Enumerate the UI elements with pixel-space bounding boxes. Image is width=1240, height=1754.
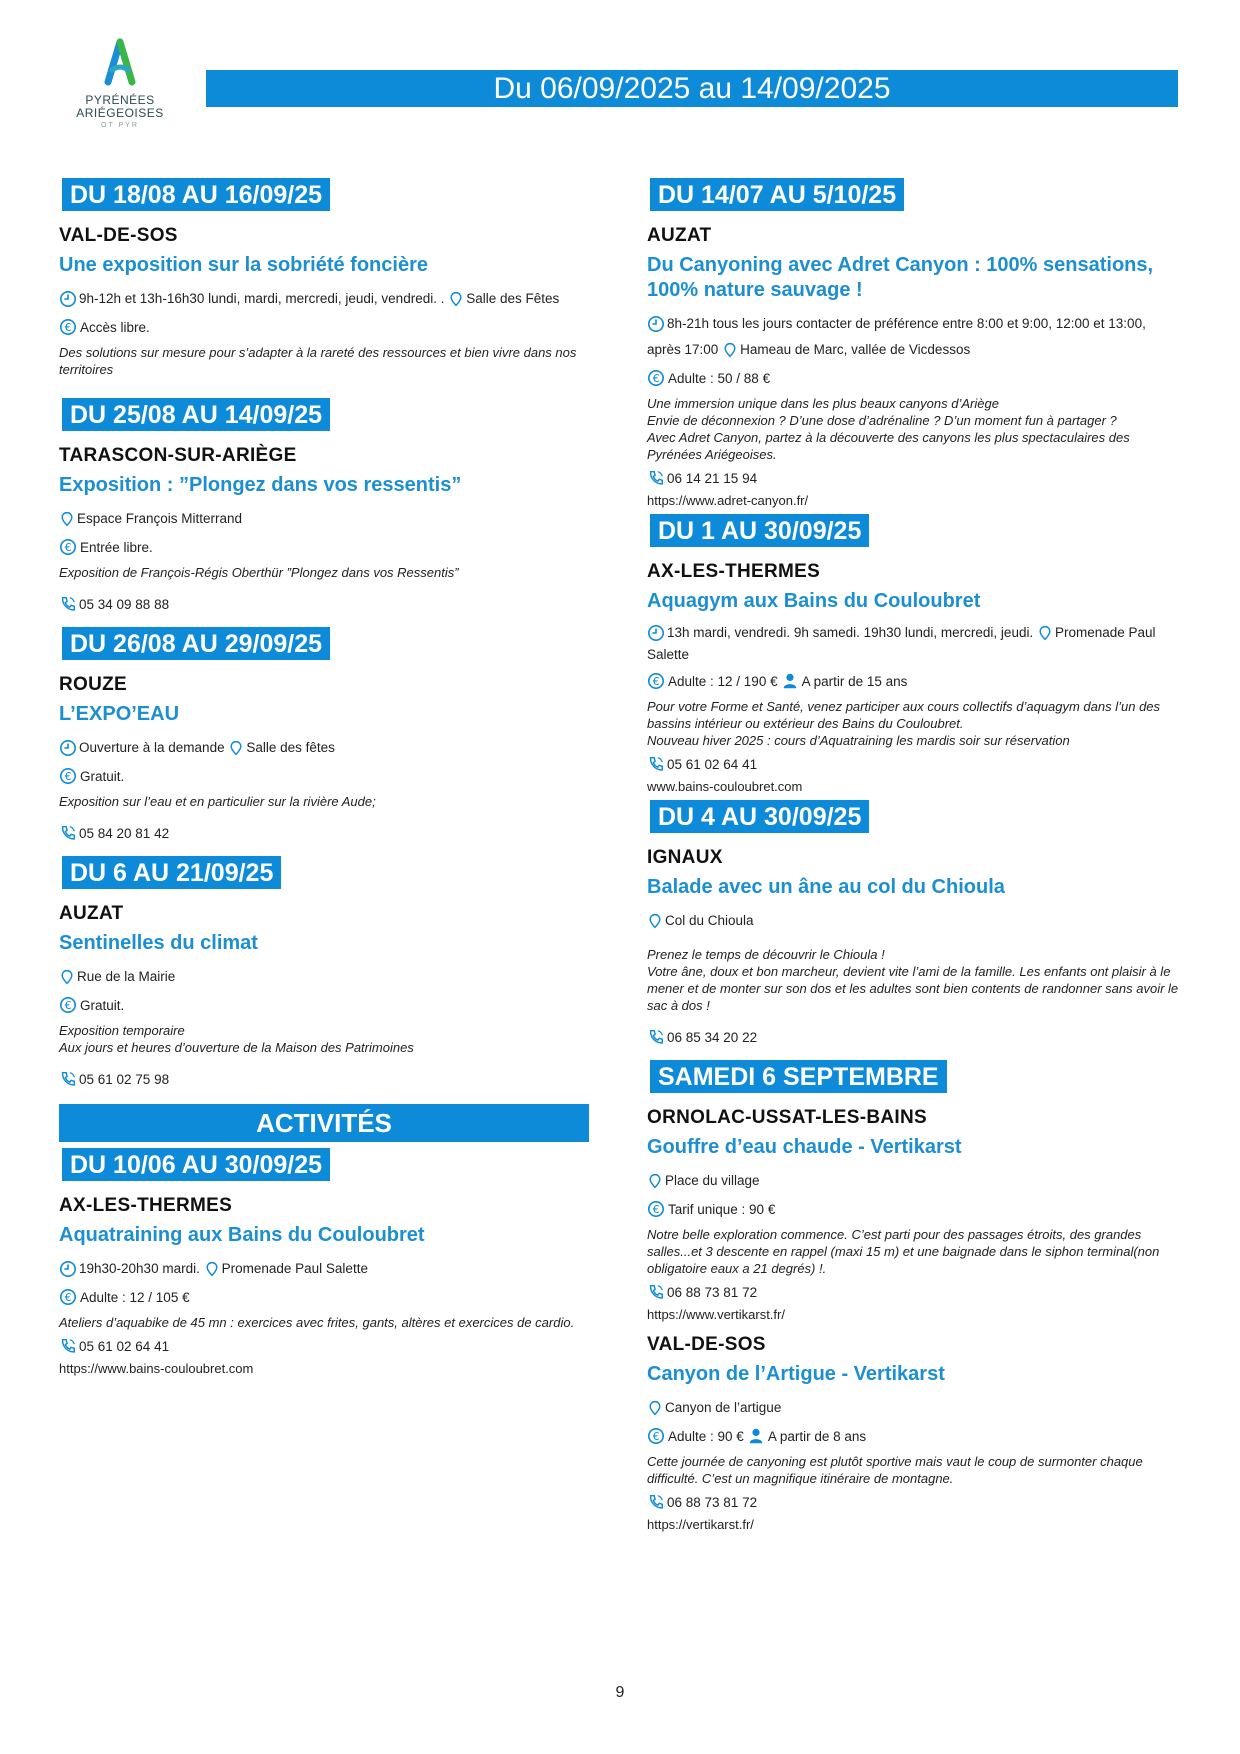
phone-number[interactable]: 06 14 21 15 94 bbox=[667, 470, 758, 486]
event-phone[interactable] bbox=[647, 755, 1182, 773]
event-website-link[interactable]: https://www.vertikarst.fr/ bbox=[647, 1307, 785, 1322]
user-icon bbox=[781, 672, 799, 690]
event-place: Place du village bbox=[665, 1173, 760, 1188]
event-card bbox=[59, 178, 594, 378]
event-description: Notre belle exploration commence. C’est parti pour des passages étroits, des grandes salles...et 3 descente en rappel (maxi 15 m) et une baignade dans le siphon terminal(non obligatoire eaux a 21 degrés) !. bbox=[647, 1227, 1160, 1276]
phone-number[interactable]: 05 84 20 81 42 bbox=[79, 825, 170, 841]
event-place: Hameau de Marc, vallée de Vicdessos bbox=[740, 342, 971, 357]
date-range-banner: Du 06/09/2025 au 14/09/2025 bbox=[206, 70, 1178, 107]
page-number: 9 bbox=[615, 1684, 625, 1701]
event-phone[interactable] bbox=[59, 1337, 594, 1355]
event-card bbox=[59, 856, 594, 1088]
event-hours: 9h-12h et 13h-16h30 lundi, mardi, mercredi, jeudi, vendredi. . bbox=[79, 291, 445, 306]
price-text: Gratuit. bbox=[80, 768, 125, 784]
event-title[interactable]: Balade avec un âne au col du Chioula bbox=[647, 876, 1005, 898]
phone-icon bbox=[647, 1028, 665, 1046]
description-line: Votre âne, doux et bon marcheur, devient vite l’ami de la famille. Les enfants ont plaisir à le mener et de monter sur son dos et les adultes sont bien contents de randonner sans avoir le sac à dos ! bbox=[647, 964, 1179, 1013]
event-place: Salle des Fêtes bbox=[466, 291, 560, 306]
pin-icon bbox=[448, 290, 464, 308]
phone-icon bbox=[647, 755, 665, 773]
event-phone[interactable] bbox=[59, 595, 594, 613]
event-description bbox=[647, 946, 1182, 1014]
pin-icon bbox=[59, 968, 75, 986]
clock-icon bbox=[59, 290, 77, 308]
price-text: Adulte : 12 / 105 € bbox=[80, 1289, 190, 1305]
age-text: A partir de 8 ans bbox=[767, 1428, 867, 1444]
event-price bbox=[647, 1200, 1182, 1218]
event-info bbox=[647, 1395, 1182, 1421]
event-town: ROUZE bbox=[59, 674, 127, 695]
logo-line-2: ARIÉGEOISES bbox=[76, 106, 164, 120]
event-place: Salle des fêtes bbox=[246, 740, 335, 755]
event-website-link[interactable]: https://vertikarst.fr/ bbox=[647, 1517, 754, 1532]
event-card bbox=[647, 1334, 1182, 1532]
description-line: Envie de déconnexion ? D’une dose d’adrénaline ? D’un moment fun à partager ? bbox=[647, 413, 1117, 428]
euro-icon bbox=[647, 369, 665, 387]
event-town: VAL-DE-SOS bbox=[59, 225, 178, 246]
phone-number[interactable]: 06 88 73 81 72 bbox=[667, 1284, 758, 1300]
event-hours: 13h mardi, vendredi. 9h samedi. 19h30 lundi, mercredi, jeudi. bbox=[667, 625, 1034, 640]
pin-icon bbox=[1037, 624, 1053, 642]
clock-icon bbox=[59, 739, 77, 757]
event-phone[interactable] bbox=[647, 1028, 1182, 1046]
clock-icon bbox=[59, 1260, 77, 1278]
date-tag: SAMEDI 6 SEPTEMBRE bbox=[650, 1060, 947, 1095]
event-description bbox=[647, 395, 1182, 463]
section-header-activites: ACTIVITÉS bbox=[59, 1104, 589, 1142]
phone-icon bbox=[647, 1283, 665, 1301]
event-price bbox=[59, 318, 594, 336]
event-price bbox=[647, 1427, 1182, 1445]
event-price bbox=[647, 369, 1182, 387]
phone-icon bbox=[59, 595, 77, 613]
event-price bbox=[59, 1288, 594, 1306]
phone-number[interactable]: 05 61 02 64 41 bbox=[79, 1338, 170, 1354]
phone-icon bbox=[647, 469, 665, 487]
price-text: Adulte : 90 € bbox=[668, 1428, 744, 1444]
euro-icon bbox=[59, 318, 77, 336]
event-place: Rue de la Mairie bbox=[77, 969, 176, 984]
event-description: Cette journée de canyoning est plutôt sportive mais vaut le coup de surmonter chaque difficulté. C’est un magnifique itinéraire de montagne. bbox=[647, 1454, 1143, 1486]
event-phone[interactable] bbox=[647, 469, 1182, 487]
event-title[interactable]: Aquagym aux Bains du Couloubret bbox=[647, 590, 981, 612]
description-line: Avec Adret Canyon, partez à la découverte des canyons les plus spectaculaires des Pyrénées Ariégeoises. bbox=[647, 430, 1130, 462]
event-town: AUZAT bbox=[647, 225, 712, 246]
pin-icon bbox=[59, 510, 75, 528]
clock-icon bbox=[647, 315, 665, 333]
pin-icon bbox=[722, 341, 738, 359]
event-title[interactable]: Gouffre d’eau chaude - Vertikarst bbox=[647, 1136, 962, 1158]
pin-icon bbox=[647, 1399, 663, 1417]
event-description: Des solutions sur mesure pour s’adapter à la rareté des ressources et bien vivre dans nos territoires bbox=[59, 345, 577, 377]
event-title[interactable]: Sentinelles du climat bbox=[59, 932, 258, 954]
event-town: AUZAT bbox=[59, 903, 124, 924]
euro-icon bbox=[59, 996, 77, 1014]
event-price bbox=[59, 996, 594, 1014]
clock-icon bbox=[647, 624, 665, 642]
pin-icon bbox=[647, 1172, 663, 1190]
euro-icon bbox=[647, 672, 665, 690]
event-hours: Ouverture à la demande bbox=[79, 740, 225, 755]
date-tag: DU 18/08 AU 16/09/25 bbox=[62, 178, 330, 213]
logo-line-1: PYRÉNÉES bbox=[85, 93, 155, 107]
right-column bbox=[647, 170, 1182, 1532]
price-text: Gratuit. bbox=[80, 997, 125, 1013]
event-title[interactable]: L’EXPO’EAU bbox=[59, 703, 180, 725]
price-text: Tarif unique : 90 € bbox=[668, 1201, 776, 1217]
phone-number[interactable]: 05 61 02 75 98 bbox=[79, 1071, 170, 1087]
event-price bbox=[59, 767, 594, 785]
event-card bbox=[647, 1060, 1182, 1322]
phone-number[interactable]: 06 85 34 20 22 bbox=[667, 1029, 758, 1045]
event-hours: 19h30-20h30 mardi. bbox=[79, 1261, 200, 1276]
phone-icon bbox=[59, 824, 77, 842]
event-description: Exposition de François-Régis Oberthür ”Plongez dans vos Ressentis” bbox=[59, 565, 459, 580]
euro-icon bbox=[59, 538, 77, 556]
event-phone[interactable] bbox=[59, 1070, 594, 1088]
logo-mark-icon bbox=[100, 38, 140, 90]
event-town: ORNOLAC-USSAT-LES-BAINS bbox=[647, 1107, 927, 1128]
description-line: Pour votre Forme et Santé, venez participer aux cours collectifs d’aquagym dans l’un des bassins intérieur ou extérieur des Bains du Couloubret. bbox=[647, 699, 1161, 731]
euro-icon bbox=[59, 767, 77, 785]
event-place: Promenade Paul Salette bbox=[221, 1261, 368, 1276]
event-title[interactable]: Exposition : ”Plongez dans vos ressentis” bbox=[59, 474, 462, 496]
event-card bbox=[59, 627, 594, 842]
event-description: Exposition sur l’eau et en particulier sur la rivière Aude; bbox=[59, 794, 376, 809]
event-description bbox=[647, 698, 1182, 749]
phone-icon bbox=[59, 1070, 77, 1088]
pin-icon bbox=[204, 1260, 220, 1278]
event-card bbox=[59, 398, 594, 613]
event-info bbox=[59, 964, 594, 990]
event-info bbox=[59, 1256, 594, 1282]
euro-icon bbox=[647, 1200, 665, 1218]
price-text: Accès libre. bbox=[80, 319, 150, 335]
event-phone[interactable] bbox=[59, 824, 594, 842]
description-line: Nouveau hiver 2025 : cours d’Aquatraining les mardis soir sur réservation bbox=[647, 733, 1070, 748]
event-title[interactable]: Une exposition sur la sobriété foncière bbox=[59, 254, 428, 276]
description-line: Exposition temporaire bbox=[59, 1023, 185, 1038]
phone-number[interactable]: 06 88 73 81 72 bbox=[667, 1494, 758, 1510]
event-place: Canyon de l’artigue bbox=[665, 1400, 782, 1415]
pin-icon bbox=[228, 739, 244, 757]
event-hours: 8h-21h tous les jours contacter de préférence entre 8:00 et 9:00, 12:00 et 13:00, après 17:00 bbox=[647, 316, 1146, 357]
event-price bbox=[647, 672, 1182, 690]
phone-number[interactable]: 05 34 09 88 88 bbox=[79, 596, 170, 612]
date-tag: DU 6 AU 21/09/25 bbox=[62, 856, 281, 891]
user-icon bbox=[747, 1427, 765, 1445]
price-text: Entrée libre. bbox=[80, 539, 153, 555]
event-place: Col du Chioula bbox=[665, 913, 754, 928]
event-town: AX-LES-THERMES bbox=[59, 1195, 233, 1216]
event-town: VAL-DE-SOS bbox=[647, 1334, 766, 1355]
event-description: Ateliers d’aquabike de 45 mn : exercices avec frites, gants, altères et exercices de cardio. bbox=[59, 1315, 575, 1330]
date-tag: DU 14/07 AU 5/10/25 bbox=[650, 178, 904, 213]
event-website-link[interactable]: https://www.bains-couloubret.com bbox=[59, 1361, 254, 1376]
phone-icon bbox=[59, 1337, 77, 1355]
event-title[interactable]: Du Canyoning avec Adret Canyon : 100% sensations, 100% nature sauvage ! bbox=[647, 254, 1154, 301]
event-phone[interactable] bbox=[647, 1283, 1182, 1301]
event-town: IGNAUX bbox=[647, 847, 723, 868]
price-text: Adulte : 12 / 190 € bbox=[668, 673, 778, 689]
event-card bbox=[647, 514, 1182, 794]
brand-logo bbox=[72, 38, 168, 129]
left-column bbox=[59, 170, 594, 1376]
event-phone[interactable] bbox=[647, 1493, 1182, 1511]
description-line: Aux jours et heures d’ouverture de la Maison des Patrimoines bbox=[59, 1040, 414, 1055]
description-line: Une immersion unique dans les plus beaux canyons d’Ariège bbox=[647, 396, 999, 411]
event-title[interactable]: Aquatraining aux Bains du Couloubret bbox=[59, 1224, 425, 1246]
event-info bbox=[647, 908, 1182, 934]
pin-icon bbox=[647, 912, 663, 930]
event-info bbox=[59, 286, 594, 312]
event-info bbox=[647, 311, 1182, 363]
event-info bbox=[59, 735, 594, 761]
event-card bbox=[647, 178, 1182, 508]
date-tag: DU 10/06 AU 30/09/25 bbox=[62, 1148, 330, 1183]
event-price bbox=[59, 538, 594, 556]
event-town: TARASCON-SUR-ARIÈGE bbox=[59, 445, 297, 466]
logo-line-3: OT PYR bbox=[101, 122, 139, 129]
event-card bbox=[647, 800, 1182, 1046]
event-town: AX-LES-THERMES bbox=[647, 561, 821, 582]
event-info bbox=[59, 506, 594, 532]
event-place: Promenade Paul Salette bbox=[647, 625, 1156, 662]
event-website-link[interactable]: https://www.adret-canyon.fr/ bbox=[647, 493, 809, 508]
event-card bbox=[59, 1148, 594, 1376]
description-line: Prenez le temps de découvrir le Chioula ! bbox=[647, 947, 885, 962]
price-text: Adulte : 50 / 88 € bbox=[668, 370, 771, 386]
date-tag: DU 1 AU 30/09/25 bbox=[650, 514, 869, 549]
event-website-link[interactable]: www.bains-couloubret.com bbox=[647, 779, 803, 794]
event-info bbox=[647, 622, 1182, 666]
euro-icon bbox=[59, 1288, 77, 1306]
date-tag: DU 4 AU 30/09/25 bbox=[650, 800, 869, 835]
event-place: Espace François Mitterrand bbox=[77, 511, 243, 526]
date-tag: DU 25/08 AU 14/09/25 bbox=[62, 398, 330, 433]
date-tag: DU 26/08 AU 29/09/25 bbox=[62, 627, 330, 662]
event-title[interactable]: Canyon de l’Artigue - Vertikarst bbox=[647, 1363, 945, 1385]
phone-icon bbox=[647, 1493, 665, 1511]
event-info bbox=[647, 1168, 1182, 1194]
euro-icon bbox=[647, 1427, 665, 1445]
age-text: A partir de 15 ans bbox=[801, 673, 908, 689]
phone-number[interactable]: 05 61 02 64 41 bbox=[667, 756, 758, 772]
event-description bbox=[59, 1022, 594, 1056]
